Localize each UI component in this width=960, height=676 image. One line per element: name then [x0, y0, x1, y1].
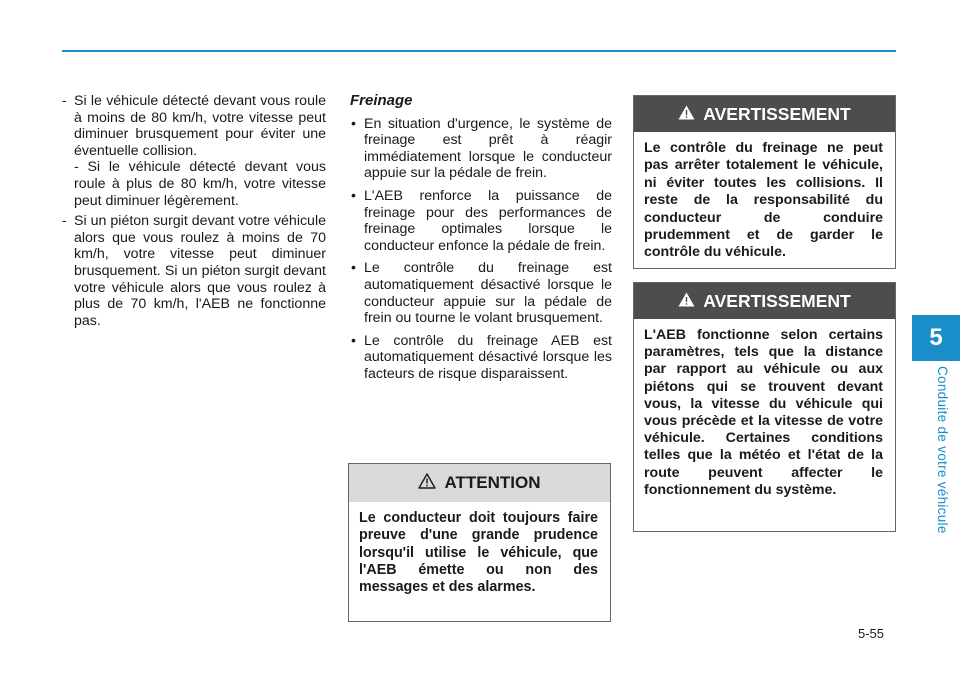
bullet-text: Le contrôle du freinage est automatiquement désactivé lorsque le conducteur appuie sur la pédale de frein ou tourne le volant brusquement.: [364, 260, 612, 327]
attention-body: Le conducteur doit toujours faire preuve d'une grande prudence lorsqu'il utilise le véhicule, que l'AEB émette ou non des messages et des alarmes.: [359, 510, 598, 596]
warning-header: [634, 283, 895, 319]
bullet-item: [348, 260, 612, 326]
bullet-marker: •: [351, 260, 356, 277]
warning-title: AVERTISSEMENT: [703, 103, 851, 124]
bullet-item: [348, 116, 612, 182]
warning-title: AVERTISSEMENT: [703, 290, 851, 311]
chapter-number-tab: 5: [912, 315, 960, 361]
bullet-text: L'AEB renforce la puissance de freinage pour des performances de freinage optimales lorsque le conducteur enfonce la pédale de frein.: [364, 187, 612, 254]
column-2: [348, 93, 612, 383]
warning-header: [634, 96, 895, 132]
top-rule: [62, 50, 896, 52]
attention-header: [349, 464, 610, 502]
warning-triangle-filled-icon: [678, 104, 695, 125]
dash-item-text: Si le véhicule détecté devant vous roule à moins de 80 km/h, votre vitesse peut diminuer brusquement pour éviter une éventuelle collision.: [74, 93, 326, 159]
attention-box: [348, 463, 611, 622]
section-title: Freinage: [350, 92, 413, 109]
warning-triangle-filled-icon: [678, 291, 695, 312]
dash-item-subtext: - Si le véhicule détecté devant vous roule à plus de 80 km/h, votre vitesse peut diminuer légèrement.: [74, 159, 326, 209]
warning-box-2: [633, 282, 896, 532]
warning-body: L'AEB fonctionne selon certains paramètres, tels que la distance par rapport au véhicule ou aux piétons qui se trouvent devant vous, la vitesse du véhicule qui vous précède et la vitesse de votre véhicule. Certaines conditions telles que la météo et l'état de la route peuvent affecter le fonctionnement du système.: [644, 327, 883, 498]
warning-triangle-outline-icon: [418, 473, 436, 494]
warning-box-1: [633, 95, 896, 269]
bullet-text: Le contrôle du freinage AEB est automatiquement désactivé lorsque les facteurs de risque disparaissent.: [364, 332, 612, 382]
dash-item-text: Si un piéton surgit devant votre véhicule alors que vous roulez à moins de 70 km/h, votre vitesse peut diminuer brusquement. Si un piéton surgit devant votre véhicule alors que vous roulez à plus de 70 km/h, l'AEB ne fonctionne pas.: [74, 213, 326, 329]
bullet-marker: •: [351, 332, 356, 349]
dash-item: [62, 93, 326, 209]
column-1: [62, 93, 326, 333]
dash-item: [62, 213, 326, 329]
chapter-title: Conduite de votre véhicule: [935, 366, 950, 534]
page-number: 5-55: [858, 626, 885, 641]
bullet-marker: •: [351, 115, 356, 132]
bullet-marker: •: [351, 187, 356, 204]
bullet-text: En situation d'urgence, le système de freinage est prêt à réagir immédiatement lorsque le conducteur appuie sur la pédale de frein.: [364, 115, 612, 182]
bullet-item: [348, 333, 612, 383]
dash-marker: -: [62, 213, 67, 230]
dash-marker: -: [62, 93, 67, 109]
attention-title: ATTENTION: [444, 473, 541, 492]
warning-body: Le contrôle du freinage ne peut pas arrêter totalement le véhicule, ni éviter toutes les collisions. Il reste de la responsabilité du conducteur de conduire prudemment et de garder le contrôle du véhicule.: [644, 140, 883, 261]
bullet-item: [348, 188, 612, 254]
